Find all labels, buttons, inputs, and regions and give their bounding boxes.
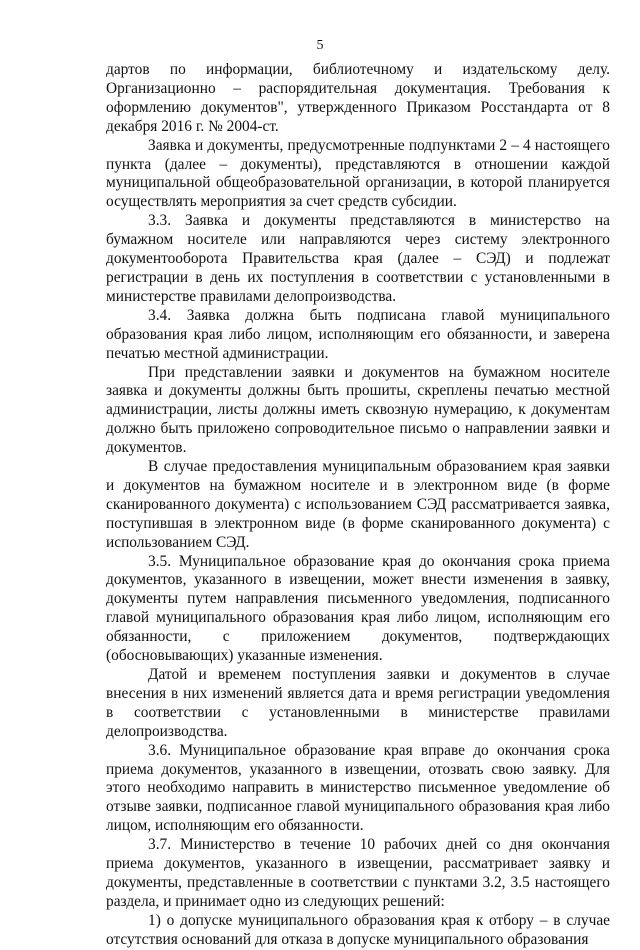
paragraph-change-date: Датой и временем поступления заявки и документов в случае внесения в них изменений является дата и время регистрации уведомления в соответствии с установленными в министерстве правилами делопроизводства. — [106, 666, 610, 740]
paragraph-3-5: 3.5. Муниципальное образование края до окончания срока приема документов, указанного в извещении, может внести изменения в заявку, документы путем направления письменного уведомления, подписанного главой муниципального образования края либо лицом, исполняющим его обязанности, с приложением документов, подтверждающих (обосновывающих) указанные изменения. — [106, 552, 610, 665]
paragraph-3-3: 3.3. Заявка и документы представляются в министерство на бумажном носителе или направляются через систему электронного документооборота Правительства края (далее – СЭД) и подлежат регистрации в день их поступления в соответствии с установленными в министерстве правилами делопроизводства. — [106, 212, 610, 305]
paragraph-3-7: 3.7. Министерство в течение 10 рабочих дней со дня окончания приема документов, указанного в извещении, рассматривает заявку и документы, представленные в соответствии с пунктами 3.2, 3.5 настоящего раздела, и принимает одно из следующих решений: — [106, 836, 610, 910]
paragraph-documents-definition: Заявка и документы, предусмотренные подпунктами 2 – 4 настоящего пункта (далее – документы), представляются в отношении каждой муниципальной общеобразовательной организации, в которой планируется осуществлять мероприятия за счет средств субсидии. — [106, 136, 610, 211]
paragraph-dual-submission: В случае предоставления муниципальным образованием края заявки и документов на бумажном носителе и в электронном виде (в форме сканированного документа) с использованием СЭД рассматривается заявка, поступившая в электронном виде (в форме сканированного документа) с использованием СЭД. — [106, 458, 610, 551]
paragraph-3-6: 3.6. Муниципальное образование края вправе до окончания срока приема документов, указанного в извещении, отозвать свою заявку. Для этого необходимо направить в министерство письменное уведомление об отзыве заявки, подписанное главой муниципального образования края либо лицом, исполняющим его обязанности. — [106, 741, 610, 835]
paragraph-standard-reference: дартов по информации, библиотечному и издательскому делу. Организационно – распорядительная документация. Требования к оформлению документов", утвержденного Приказом Росстандарта от 8 декабря 2016 г. № 2004-ст. — [106, 61, 610, 135]
paragraph-paper-submission: При представлении заявки и документов на бумажном носителе заявка и документы должны быть прошиты, скреплены печатью местной администрации, листы должны иметь сквозную нумерацию, к документам должно быть приложено сопроводительное письмо о направлении заявки и документов. — [106, 363, 610, 457]
document-body — [106, 61, 610, 950]
paragraph-3-4: 3.4. Заявка должна быть подписана главой муниципального образования края либо лицом, исполняющим его обязанности, и заверена печатью местной администрации. — [106, 306, 610, 362]
page-number: 5 — [316, 38, 324, 53]
paragraph-decision-1: 1) о допуске муниципального образования края к отбору – в случае отсутствия оснований для отказа в допуске муниципального образования — [106, 911, 610, 948]
